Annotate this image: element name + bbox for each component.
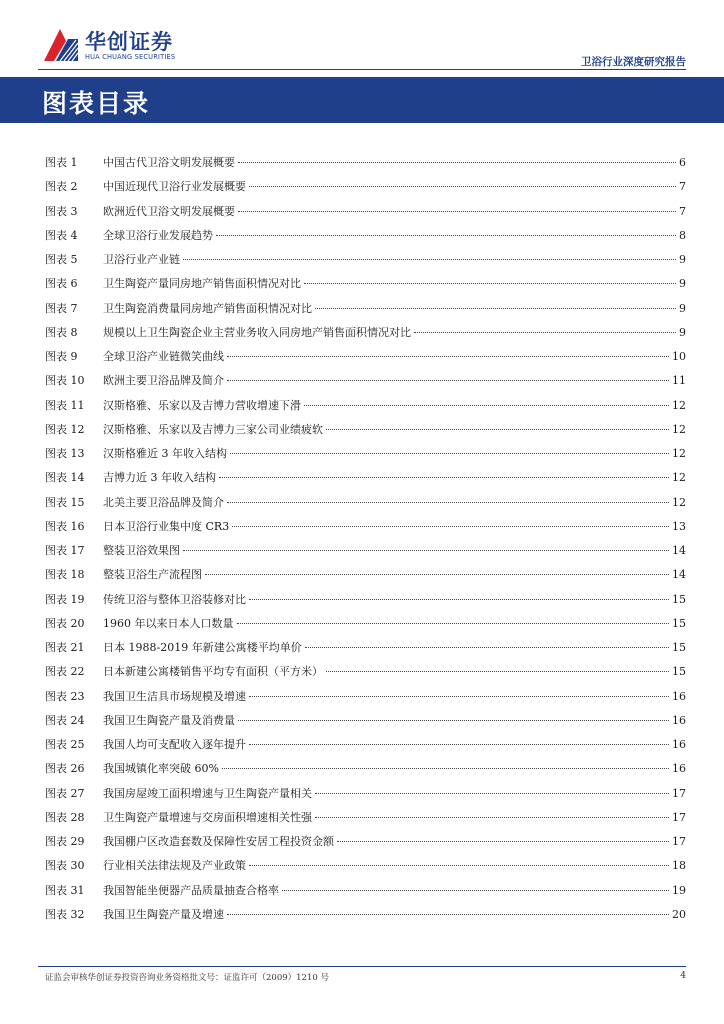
page-title: 图表目录 bbox=[42, 89, 151, 118]
figure-page-number: 16 bbox=[672, 738, 686, 751]
dot-leader bbox=[232, 526, 669, 527]
toc-entry[interactable] bbox=[45, 515, 686, 539]
toc-entry[interactable] bbox=[45, 418, 686, 442]
figure-page-number: 14 bbox=[672, 544, 686, 557]
figure-page-number: 10 bbox=[672, 350, 686, 363]
toc-entry[interactable] bbox=[45, 830, 686, 854]
dot-leader bbox=[249, 744, 669, 745]
figure-page-number: 14 bbox=[672, 568, 686, 582]
figure-label: 图表 25 bbox=[45, 738, 85, 751]
dot-leader bbox=[249, 599, 669, 600]
toc-entry[interactable] bbox=[45, 685, 686, 709]
figure-title: 规模以上卫生陶瓷企业主营业务收入同房地产销售面积情况对比 bbox=[103, 325, 411, 339]
figure-page-number: 8 bbox=[679, 228, 686, 242]
figure-page-number: 15 bbox=[672, 665, 686, 679]
figure-page-number: 6 bbox=[679, 156, 686, 169]
figure-label: 图表 15 bbox=[45, 495, 85, 509]
figure-page-number: 18 bbox=[672, 859, 686, 873]
figure-title: 中国近现代卫浴行业发展概要 bbox=[103, 180, 246, 194]
figure-title: 日本 1988-2019 年新建公寓楼平均单价 bbox=[103, 641, 302, 654]
figure-title: 整装卫浴生产流程图 bbox=[103, 568, 202, 582]
figure-label: 图表 26 bbox=[45, 762, 85, 776]
figure-label: 图表 11 bbox=[45, 398, 85, 412]
dot-leader bbox=[216, 235, 676, 236]
dot-leader bbox=[414, 332, 676, 333]
figure-label: 图表 19 bbox=[45, 592, 85, 606]
page-header bbox=[0, 0, 724, 80]
figure-title: 汉斯格雅近 3 年收入结构 bbox=[103, 447, 227, 460]
figure-title: 汉斯格雅、乐家以及吉博力三家公司业绩疲软 bbox=[103, 422, 323, 436]
toc-entry[interactable] bbox=[45, 660, 686, 684]
figure-page-number: 12 bbox=[672, 398, 686, 412]
toc-entry[interactable] bbox=[45, 151, 686, 175]
dot-leader bbox=[227, 356, 669, 357]
figure-label: 图表 23 bbox=[45, 689, 85, 703]
figure-label: 图表 7 bbox=[45, 301, 78, 315]
figure-title: 我国卫生陶瓷产量及消费量 bbox=[103, 713, 235, 727]
figure-title: 我国人均可支配收入逐年提升 bbox=[103, 738, 246, 751]
dot-leader bbox=[183, 259, 676, 260]
figure-title: 我国房屋竣工面积增速与卫生陶瓷产量相关 bbox=[103, 786, 312, 800]
figure-page-number: 17 bbox=[672, 786, 686, 800]
dot-leader bbox=[304, 283, 676, 284]
figure-title: 欧洲近代卫浴文明发展概要 bbox=[103, 204, 235, 218]
dot-leader bbox=[237, 623, 670, 624]
figure-title: 1960 年以来日本人口数量 bbox=[103, 616, 234, 630]
figure-page-number: 9 bbox=[679, 301, 686, 315]
figure-page-number: 12 bbox=[672, 495, 686, 509]
figure-label: 图表 1 bbox=[45, 156, 78, 169]
dot-leader bbox=[183, 550, 669, 551]
dot-leader bbox=[282, 890, 669, 891]
dot-leader bbox=[315, 817, 669, 818]
figure-label: 图表 29 bbox=[45, 835, 85, 848]
figure-label: 图表 9 bbox=[45, 350, 78, 363]
toc-entry[interactable] bbox=[45, 757, 686, 781]
figure-label: 图表 22 bbox=[45, 665, 85, 679]
figure-label: 图表 13 bbox=[45, 447, 85, 460]
figure-title: 我国智能坐便器产品质量抽查合格率 bbox=[103, 883, 279, 897]
toc-entry[interactable] bbox=[45, 806, 686, 830]
figure-title: 全球卫浴行业发展趋势 bbox=[103, 228, 213, 242]
figure-label: 图表 27 bbox=[45, 786, 85, 800]
logo-chinese-name: 华创证券 bbox=[85, 30, 173, 54]
figure-page-number: 9 bbox=[679, 253, 686, 266]
figure-label: 图表 4 bbox=[45, 228, 78, 242]
figure-title: 日本卫浴行业集中度 CR3 bbox=[103, 519, 230, 533]
dot-leader bbox=[205, 574, 669, 575]
figure-title: 我国卫生洁具市场规模及增速 bbox=[103, 689, 246, 703]
figure-page-number: 11 bbox=[672, 374, 686, 388]
dot-leader bbox=[227, 380, 669, 381]
dot-leader bbox=[227, 502, 669, 503]
footer-disclaimer: 证监会审核华创证券投资咨询业务资格批文号：证监许可（2009）1210 号 bbox=[45, 973, 329, 983]
figure-label: 图表 31 bbox=[45, 883, 85, 897]
figure-page-number: 15 bbox=[672, 616, 686, 630]
figure-title: 吉博力近 3 年收入结构 bbox=[103, 471, 216, 485]
dot-leader bbox=[238, 720, 669, 721]
figure-title: 整装卫浴效果图 bbox=[103, 544, 180, 557]
company-logo bbox=[44, 25, 204, 63]
figure-label: 图表 6 bbox=[45, 277, 78, 291]
figure-page-number: 7 bbox=[679, 180, 686, 194]
dot-leader bbox=[315, 793, 669, 794]
dot-leader bbox=[222, 768, 669, 769]
figure-title: 行业相关法律法规及产业政策 bbox=[103, 859, 246, 873]
toc-entry[interactable] bbox=[45, 248, 686, 272]
figure-list bbox=[45, 151, 686, 927]
figure-page-number: 7 bbox=[679, 204, 686, 218]
figure-page-number: 9 bbox=[679, 277, 686, 291]
dot-leader bbox=[326, 429, 669, 430]
figure-page-number: 12 bbox=[672, 471, 686, 485]
figure-label: 图表 14 bbox=[45, 471, 85, 485]
figure-page-number: 17 bbox=[672, 835, 686, 848]
toc-entry[interactable] bbox=[45, 903, 686, 927]
dot-leader bbox=[227, 914, 669, 915]
figure-label: 图表 2 bbox=[45, 180, 78, 194]
figure-title: 中国古代卫浴文明发展概要 bbox=[103, 156, 235, 169]
dot-leader bbox=[238, 211, 676, 212]
figure-label: 图表 30 bbox=[45, 859, 85, 873]
dot-leader bbox=[326, 671, 669, 672]
figure-title: 卫生陶瓷产量同房地产销售面积情况对比 bbox=[103, 277, 301, 291]
figure-title: 卫生陶瓷消费量同房地产销售面积情况对比 bbox=[103, 301, 312, 315]
figure-page-number: 12 bbox=[672, 447, 686, 460]
figure-page-number: 15 bbox=[672, 592, 686, 606]
figure-label: 图表 8 bbox=[45, 325, 78, 339]
toc-entry[interactable] bbox=[45, 733, 686, 757]
dot-leader bbox=[230, 453, 669, 454]
figure-page-number: 12 bbox=[672, 422, 686, 436]
toc-entry[interactable] bbox=[45, 224, 686, 248]
toc-entry[interactable] bbox=[45, 272, 686, 296]
figure-label: 图表 3 bbox=[45, 204, 78, 218]
toc-entry[interactable] bbox=[45, 297, 686, 321]
figure-title: 我国城镇化率突破 60% bbox=[103, 762, 219, 776]
dot-leader bbox=[315, 308, 676, 309]
toc-entry[interactable] bbox=[45, 369, 686, 393]
figure-label: 图表 17 bbox=[45, 544, 85, 557]
dot-leader bbox=[305, 647, 669, 648]
footer-divider bbox=[38, 966, 686, 967]
toc-entry[interactable] bbox=[45, 466, 686, 490]
toc-entry[interactable] bbox=[45, 200, 686, 224]
figure-title: 北美主要卫浴品牌及简介 bbox=[103, 495, 224, 509]
figure-page-number: 16 bbox=[672, 762, 686, 776]
figure-label: 图表 24 bbox=[45, 713, 85, 727]
figure-title: 全球卫浴产业链微笑曲线 bbox=[103, 350, 224, 363]
toc-entry[interactable] bbox=[45, 782, 686, 806]
page-number: 4 bbox=[680, 971, 686, 981]
figure-label: 图表 18 bbox=[45, 568, 85, 582]
toc-entry[interactable] bbox=[45, 588, 686, 612]
dot-leader bbox=[304, 405, 669, 406]
figure-title: 日本新建公寓楼销售平均专有面积（平方米） bbox=[103, 665, 323, 679]
toc-entry[interactable] bbox=[45, 394, 686, 418]
figure-page-number: 16 bbox=[672, 689, 686, 703]
toc-entry[interactable] bbox=[45, 854, 686, 878]
dot-leader bbox=[249, 696, 669, 697]
figure-label: 图表 28 bbox=[45, 810, 85, 824]
figure-page-number: 15 bbox=[672, 641, 686, 654]
figure-label: 图表 21 bbox=[45, 641, 85, 654]
logo-english-name: HUA CHUANG SECURITIES bbox=[85, 53, 176, 61]
toc-entry[interactable] bbox=[45, 491, 686, 515]
figure-page-number: 17 bbox=[672, 810, 686, 824]
toc-entry[interactable] bbox=[45, 175, 686, 199]
figure-title: 欧洲主要卫浴品牌及简介 bbox=[103, 374, 224, 388]
figure-label: 图表 12 bbox=[45, 422, 85, 436]
figure-label: 图表 32 bbox=[45, 907, 85, 921]
toc-entry[interactable] bbox=[45, 879, 686, 903]
toc-entry[interactable] bbox=[45, 636, 686, 660]
figure-title: 我国棚户区改造套数及保障性安居工程投资金额 bbox=[103, 835, 334, 848]
dot-leader bbox=[219, 477, 669, 478]
toc-entry[interactable] bbox=[45, 539, 686, 563]
figure-page-number: 19 bbox=[672, 883, 686, 897]
figure-label: 图表 16 bbox=[45, 519, 85, 533]
toc-entry[interactable] bbox=[45, 709, 686, 733]
toc-entry[interactable] bbox=[45, 321, 686, 345]
toc-entry[interactable] bbox=[45, 442, 686, 466]
figure-page-number: 20 bbox=[672, 907, 686, 921]
figure-label: 图表 20 bbox=[45, 616, 85, 630]
figure-title: 汉斯格雅、乐家以及吉博力营收增速下滑 bbox=[103, 398, 301, 412]
dot-leader bbox=[249, 186, 676, 187]
report-type: 卫浴行业深度研究报告 bbox=[581, 56, 686, 68]
figure-label: 图表 10 bbox=[45, 374, 85, 388]
figure-title: 卫浴行业产业链 bbox=[103, 253, 180, 266]
dot-leader bbox=[249, 865, 669, 866]
figure-page-number: 16 bbox=[672, 713, 686, 727]
figure-label: 图表 5 bbox=[45, 253, 78, 266]
figure-title: 我国卫生陶瓷产量及增速 bbox=[103, 907, 224, 921]
figure-page-number: 13 bbox=[672, 519, 686, 533]
dot-leader bbox=[337, 841, 669, 842]
toc-entry[interactable] bbox=[45, 563, 686, 587]
figure-page-number: 9 bbox=[679, 325, 686, 339]
huachuang-logo-icon bbox=[44, 27, 78, 61]
header-divider bbox=[38, 69, 686, 70]
toc-entry[interactable] bbox=[45, 345, 686, 369]
dot-leader bbox=[238, 162, 676, 163]
figure-title: 传统卫浴与整体卫浴装修对比 bbox=[103, 592, 246, 606]
toc-entry[interactable] bbox=[45, 612, 686, 636]
figure-title: 卫生陶瓷产量增速与交房面积增速相关性强 bbox=[103, 810, 312, 824]
